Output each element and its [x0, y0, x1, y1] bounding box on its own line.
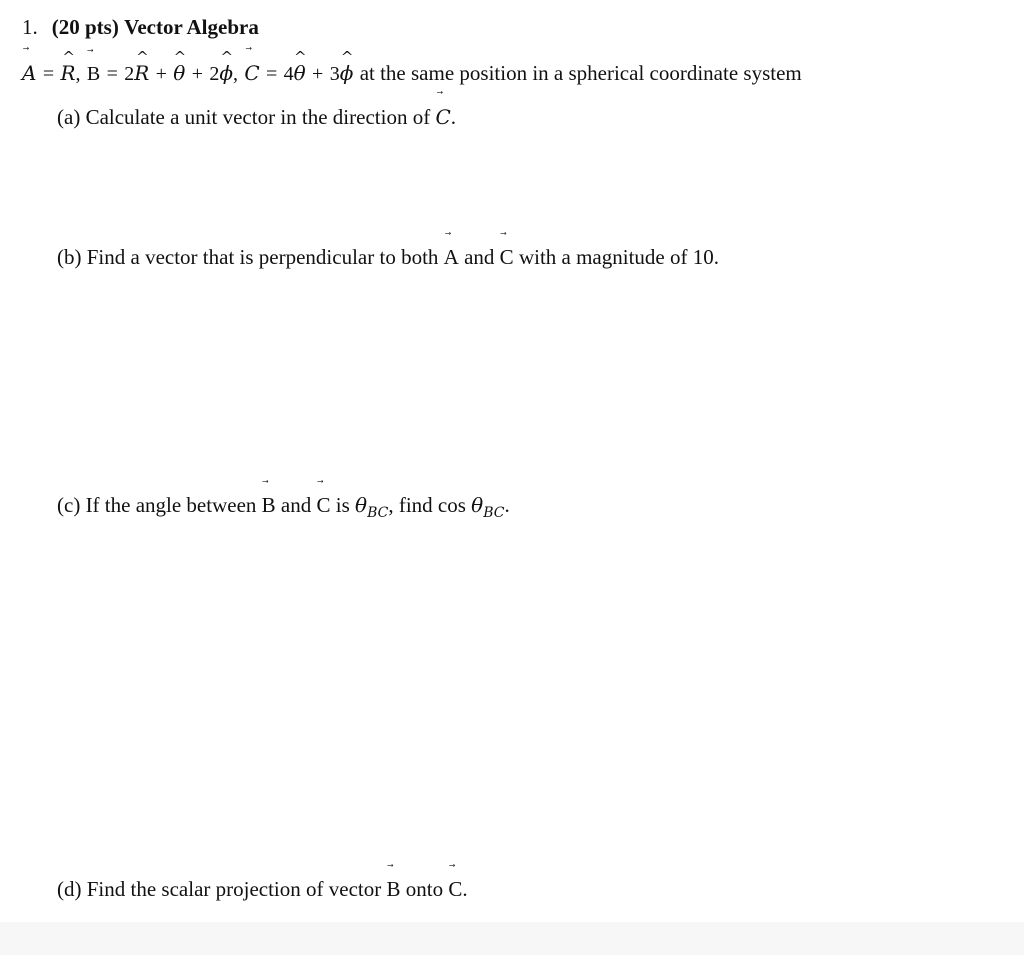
- hat-icon: ^: [62, 48, 75, 66]
- plus-sign: +: [191, 63, 203, 85]
- coefficient: 3: [329, 63, 340, 85]
- vector-a-symbol: A: [443, 245, 459, 269]
- vector-c-symbol: C: [435, 105, 451, 129]
- part-b-question: [57, 244, 719, 270]
- part-b-label: (b): [57, 245, 82, 269]
- r-hat-symbol: R ^: [134, 48, 150, 85]
- part-d-question: [57, 876, 468, 902]
- vector-c-symbol: C: [244, 61, 260, 85]
- theta-bc-symbol: $\theta_{BC}$: [471, 493, 505, 521]
- phi-hat-symbol: ϕ ^: [219, 48, 234, 85]
- vector-c-symbol: C: [448, 877, 463, 901]
- coefficient: 2: [209, 63, 220, 85]
- given-vectors-line: [22, 48, 802, 87]
- hat-icon: ^: [340, 48, 354, 66]
- verb-is: is: [335, 493, 350, 517]
- comma: ,: [232, 63, 238, 85]
- vector-a-symbol: A: [22, 61, 37, 85]
- hat-icon: ^: [173, 48, 187, 66]
- vector-c-symbol: C: [316, 493, 331, 517]
- plus-sign: +: [155, 63, 167, 85]
- part-a-text: Calculate a unit vector in the direction of: [85, 105, 431, 129]
- coefficient: 4: [283, 63, 294, 85]
- conjunction: and: [280, 493, 312, 517]
- hat-icon: ^: [136, 48, 149, 66]
- part-b-text: Find a vector that is perpendicular to both: [86, 245, 439, 269]
- part-a-label: (a): [57, 105, 81, 129]
- period: .: [504, 493, 510, 517]
- hat-icon: ^: [293, 48, 307, 66]
- part-c-question: [57, 492, 510, 526]
- problem-points: (20 pts): [51, 15, 119, 39]
- conjunction: and: [464, 245, 495, 269]
- given-trailing-text: at the same position in a spherical coordinate system: [359, 61, 802, 85]
- part-d-label: (d): [57, 877, 82, 901]
- comma: ,: [75, 63, 81, 85]
- coefficient: 2: [124, 63, 135, 85]
- problem-number: 1.: [22, 15, 38, 39]
- equals-sign: =: [42, 63, 55, 85]
- part-d-text: Find the scalar projection of vector: [86, 877, 382, 901]
- page-bottom-margin: [0, 922, 1024, 955]
- problem-topic: Vector Algebra: [124, 15, 259, 39]
- vector-b-symbol: B: [86, 63, 101, 85]
- vector-b-symbol: B: [386, 877, 401, 901]
- problem-heading: [22, 14, 259, 40]
- part-b-text-end: with a magnitude of 10.: [518, 245, 719, 269]
- equals-sign: =: [106, 63, 118, 85]
- theta-bc-symbol: $\theta_{BC}$: [355, 493, 389, 521]
- preposition-onto: onto: [405, 877, 444, 901]
- hat-icon: ^: [220, 48, 234, 66]
- vector-b-symbol: B: [261, 493, 276, 517]
- theta-hat-symbol: θ ^: [293, 48, 307, 85]
- r-hat-symbol: R ^: [60, 48, 76, 85]
- equals-sign: =: [266, 63, 278, 85]
- part-c-text: If the angle between: [85, 493, 257, 517]
- part-c-mid-text: , find cos: [388, 493, 466, 517]
- part-a-question: [57, 104, 456, 130]
- period: .: [462, 877, 468, 901]
- period: .: [450, 105, 456, 129]
- theta-hat-symbol: θ ^: [173, 48, 187, 85]
- vector-c-symbol: C: [499, 245, 514, 269]
- phi-hat-symbol: ϕ ^: [339, 48, 354, 85]
- part-c-label: (c): [57, 493, 81, 517]
- plus-sign: +: [312, 63, 324, 85]
